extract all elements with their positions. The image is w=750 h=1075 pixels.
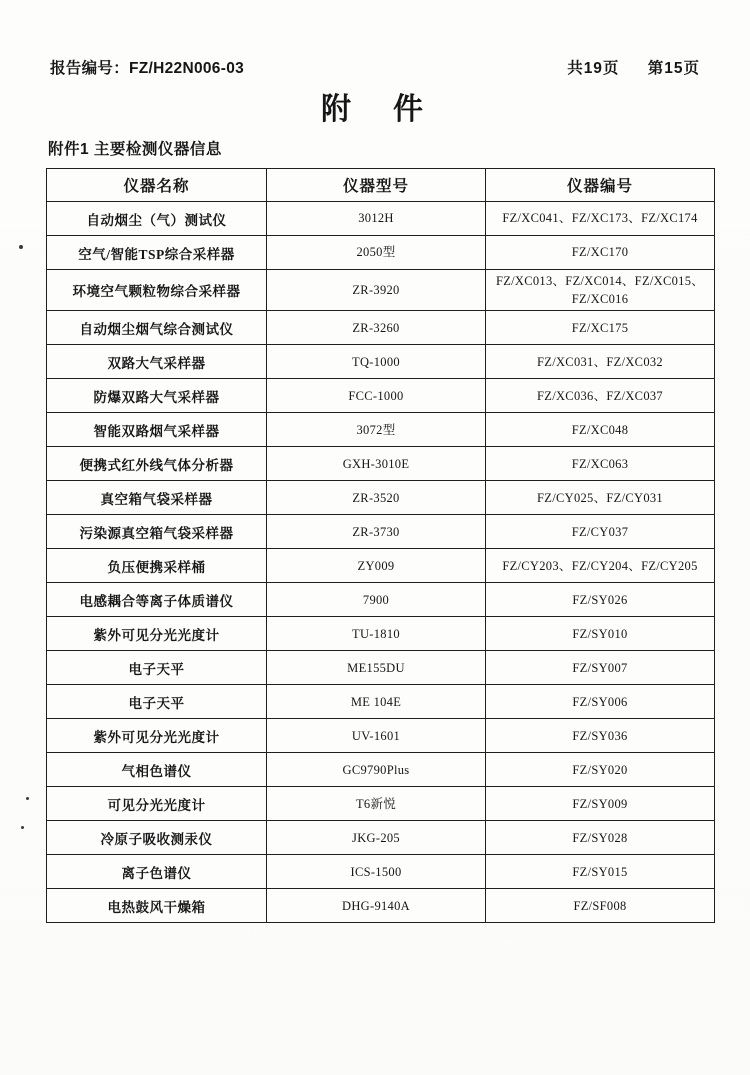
instrument-model-cell: GC9790Plus <box>267 753 486 787</box>
instrument-name-cell: 污染源真空箱气袋采样器 <box>47 515 267 549</box>
instrument-model-cell: ZY009 <box>267 549 486 583</box>
instrument-model-cell: 3072型 <box>267 413 486 447</box>
instrument-name-cell: 负压便携采样桶 <box>47 549 267 583</box>
instrument-serial-cell: FZ/XC175 <box>486 311 715 345</box>
instrument-serial-cell: FZ/SY010 <box>486 617 715 651</box>
instrument-serial-cell: FZ/XC170 <box>486 236 715 270</box>
instrument-name-cell: 自动烟尘（气）测试仪 <box>47 202 267 236</box>
instrument-model-cell: ZR-3260 <box>267 311 486 345</box>
table-row <box>47 270 715 311</box>
table-row <box>47 379 715 413</box>
instrument-model-cell: ZR-3730 <box>267 515 486 549</box>
table-row <box>47 651 715 685</box>
instrument-model-cell: T6新悦 <box>267 787 486 821</box>
instrument-name-cell: 冷原子吸收测汞仪 <box>47 821 267 855</box>
instrument-model-cell: 3012H <box>267 202 486 236</box>
instrument-name-cell: 紫外可见分光光度计 <box>47 617 267 651</box>
instrument-serial-cell: FZ/SY036 <box>486 719 715 753</box>
instrument-name-cell: 双路大气采样器 <box>47 345 267 379</box>
instrument-model-cell: DHG-9140A <box>267 889 486 923</box>
instrument-model-cell: TQ-1000 <box>267 345 486 379</box>
table-row <box>47 345 715 379</box>
table-row <box>47 787 715 821</box>
instrument-serial-cell: FZ/SY009 <box>486 787 715 821</box>
instrument-serial-cell: FZ/SY006 <box>486 685 715 719</box>
table-row <box>47 617 715 651</box>
instrument-name-cell: 环境空气颗粒物综合采样器 <box>47 270 267 311</box>
table-row <box>47 413 715 447</box>
instrument-serial-cell: FZ/SY007 <box>486 651 715 685</box>
instrument-serial-cell: FZ/XC041、FZ/XC173、FZ/XC174 <box>486 202 715 236</box>
instrument-serial-cell: FZ/SY026 <box>486 583 715 617</box>
table-header-row <box>47 169 715 202</box>
table-row <box>47 202 715 236</box>
column-header-instrument-name: 仪器名称 <box>47 169 267 202</box>
instrument-table <box>46 168 715 923</box>
instrument-model-cell: 2050型 <box>267 236 486 270</box>
table-row <box>47 236 715 270</box>
table-row <box>47 481 715 515</box>
table-row <box>47 583 715 617</box>
instrument-serial-cell: FZ/SF008 <box>486 889 715 923</box>
instrument-serial-cell: FZ/XC063 <box>486 447 715 481</box>
attachment-subtitle: 附件1 主要检测仪器信息 <box>48 141 222 158</box>
instrument-model-cell: FCC-1000 <box>267 379 486 413</box>
page-header <box>50 56 700 78</box>
instrument-model-cell: ZR-3920 <box>267 270 486 311</box>
table-row <box>47 685 715 719</box>
instrument-model-cell: GXH-3010E <box>267 447 486 481</box>
scan-speck <box>21 826 24 829</box>
instrument-model-cell: 7900 <box>267 583 486 617</box>
instrument-name-cell: 可见分光光度计 <box>47 787 267 821</box>
instrument-name-cell: 气相色谱仪 <box>47 753 267 787</box>
instrument-serial-cell: FZ/CY203、FZ/CY204、FZ/CY205 <box>486 549 715 583</box>
instrument-name-cell: 紫外可见分光光度计 <box>47 719 267 753</box>
instrument-serial-cell: FZ/CY025、FZ/CY031 <box>486 481 715 515</box>
table-row <box>47 311 715 345</box>
instrument-serial-cell: FZ/SY015 <box>486 855 715 889</box>
instrument-name-cell: 真空箱气袋采样器 <box>47 481 267 515</box>
table-row <box>47 515 715 549</box>
pagination <box>543 56 700 78</box>
instrument-model-cell: ME155DU <box>267 651 486 685</box>
instrument-serial-cell: FZ/XC013、FZ/XC014、FZ/XC015、FZ/XC016 <box>486 270 715 311</box>
instrument-serial-cell: FZ/CY037 <box>486 515 715 549</box>
instrument-serial-cell: FZ/XC036、FZ/XC037 <box>486 379 715 413</box>
instrument-serial-cell: FZ/SY028 <box>486 821 715 855</box>
report-number: 报告编号：FZ/H22N006-03 <box>50 60 245 77</box>
table-row <box>47 549 715 583</box>
page-title: 附 件 <box>321 93 429 126</box>
instrument-name-cell: 智能双路烟气采样器 <box>47 413 267 447</box>
instrument-model-cell: ZR-3520 <box>267 481 486 515</box>
table-row <box>47 821 715 855</box>
instrument-name-cell: 离子色谱仪 <box>47 855 267 889</box>
instrument-serial-cell: FZ/SY020 <box>486 753 715 787</box>
current-page: 第15页 <box>647 60 700 77</box>
table-row <box>47 753 715 787</box>
instrument-serial-cell: FZ/XC048 <box>486 413 715 447</box>
instrument-model-cell: JKG-205 <box>267 821 486 855</box>
instrument-model-cell: ICS-1500 <box>267 855 486 889</box>
instrument-name-cell: 电感耦合等离子体质谱仪 <box>47 583 267 617</box>
column-header-instrument-model: 仪器型号 <box>267 169 486 202</box>
total-pages: 共19页 <box>567 60 620 77</box>
instrument-name-cell: 空气/智能TSP综合采样器 <box>47 236 267 270</box>
scan-speck <box>26 797 29 800</box>
column-header-instrument-serial: 仪器编号 <box>486 169 715 202</box>
table-row <box>47 889 715 923</box>
instrument-model-cell: UV-1601 <box>267 719 486 753</box>
instrument-name-cell: 防爆双路大气采样器 <box>47 379 267 413</box>
table-row <box>47 719 715 753</box>
instrument-name-cell: 电热鼓风干燥箱 <box>47 889 267 923</box>
instrument-serial-cell: FZ/XC031、FZ/XC032 <box>486 345 715 379</box>
scan-speck <box>19 245 23 249</box>
instrument-name-cell: 电子天平 <box>47 685 267 719</box>
instrument-model-cell: TU-1810 <box>267 617 486 651</box>
table-row <box>47 855 715 889</box>
instrument-name-cell: 便携式红外线气体分析器 <box>47 447 267 481</box>
instrument-name-cell: 电子天平 <box>47 651 267 685</box>
table-row <box>47 447 715 481</box>
instrument-model-cell: ME 104E <box>267 685 486 719</box>
instrument-name-cell: 自动烟尘烟气综合测试仪 <box>47 311 267 345</box>
